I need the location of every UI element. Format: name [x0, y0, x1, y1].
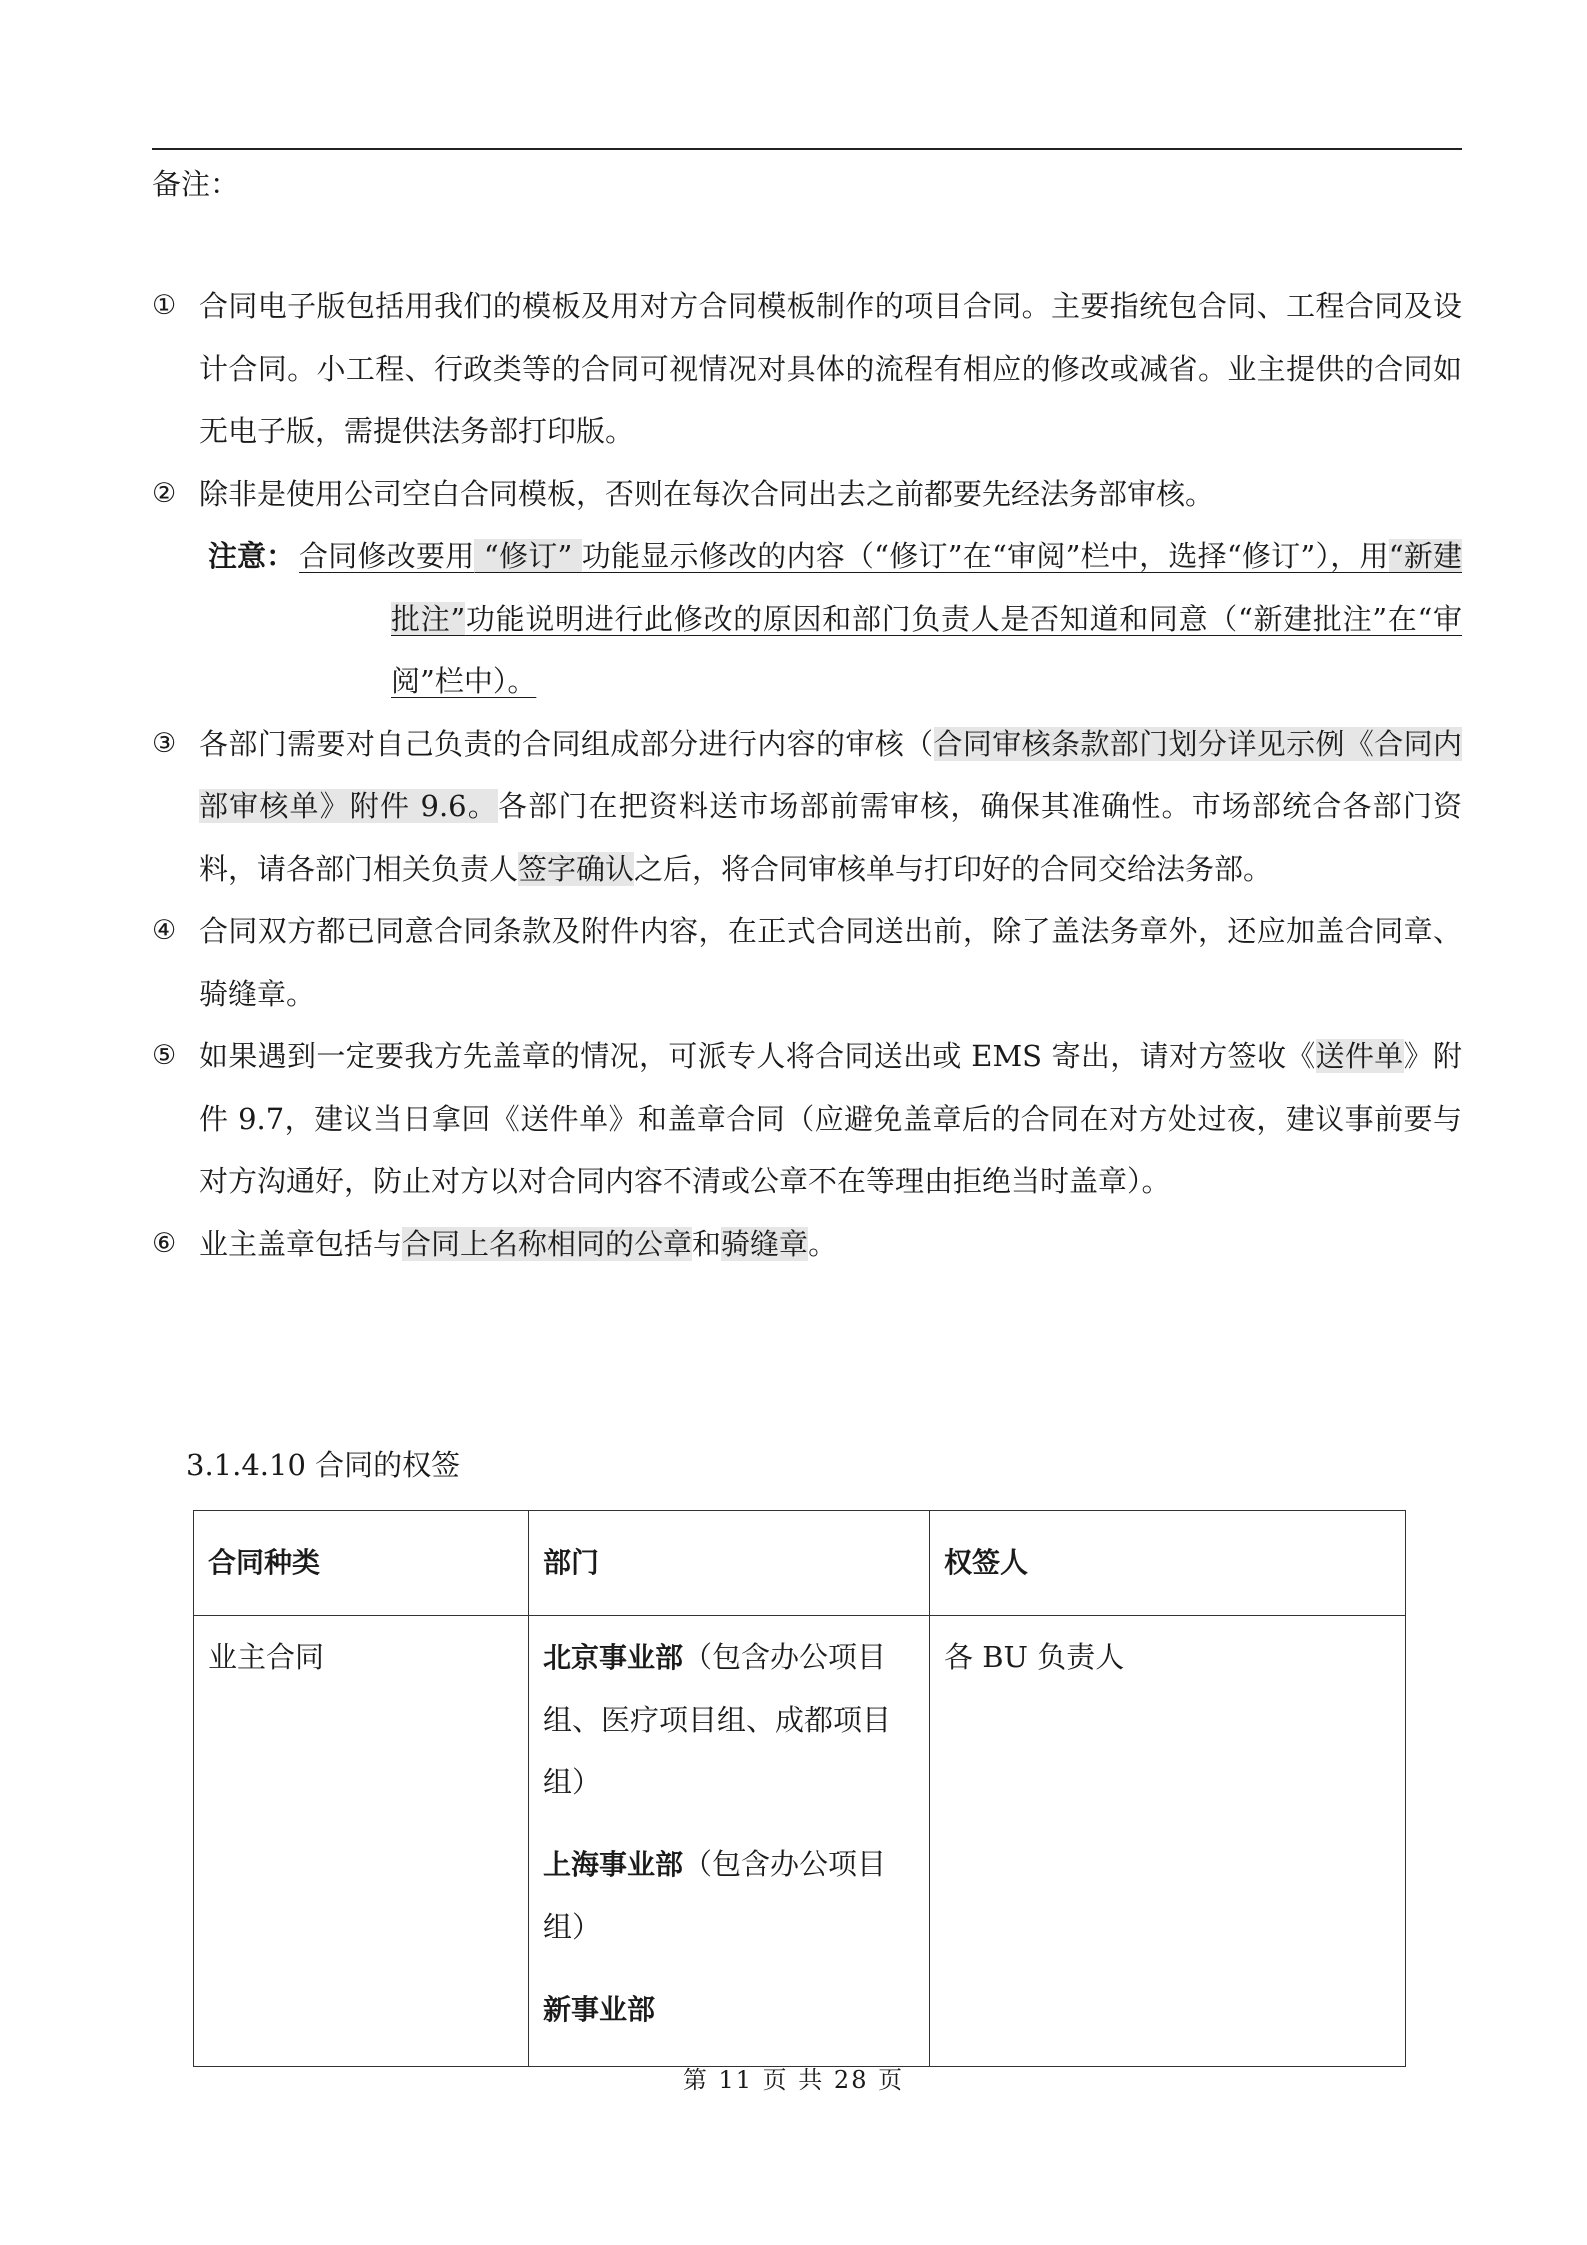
dept-desc: （包含办公项目组、医疗项目组、成都项目组） [543, 1640, 892, 1799]
highlight-text: 签字确认 [518, 851, 635, 886]
note-item [152, 1213, 1462, 1276]
cell-signer: 各 BU 负责人 [930, 1616, 1406, 2067]
note-text-part: 》附件 9.7，建议当日拿回《送件单》和盖章合同（应避免盖章后的合同在对方处过夜，建议事前要与对方沟通好，防止对方以对合同内容不清或公章不在等理由拒绝当时盖章）。 [199, 1039, 1462, 1198]
note-number: ⑤ [152, 1040, 177, 1071]
note-text-part: 各部门在把资料送市场部前需审核，确保其准确性。市场部统合各部门资料，请各部门相关负责人 [199, 789, 1462, 886]
highlight-text: 合同上名称相同的公章 [402, 1226, 693, 1261]
note-text-part: 各部门需要对自己负责的合同组成部分进行内容的审核（ [199, 726, 934, 761]
attention-text-part: 功能显示修改的内容（“修订”在“审阅”栏中，选择“修订”），用 [581, 539, 1389, 573]
note-text: 除非是使用公司空白合同模板，否则在每次合同出去之前都要先经法务部审核。 [199, 476, 1215, 511]
note-text [199, 1025, 1462, 1213]
note-text: 合同电子版包括用我们的模板及用对方合同模板制作的项目合同。主要指统包合同、工程合同及设计合同。小工程、行政类等的合同可视情况对具体的流程有相应的修改或减省。业主提供的合同如无电子版，需提供法务部打印版。 [199, 289, 1462, 448]
attention-text-part: 功能说明进行此修改的原因和部门负责人是否知道和同意（“新建批注”在“审阅”栏中）。 [391, 601, 1462, 698]
note-number: ① [152, 290, 177, 321]
note-text-part: 业主盖章包括与 [199, 1226, 403, 1261]
signature-authority-table [193, 1510, 1406, 2067]
highlight-new-comment: “新建批注” [391, 539, 1462, 636]
page-footer: 第 11 页 共 28 页 [682, 2066, 905, 2094]
header-department: 部门 [529, 1511, 930, 1616]
table-header-row [194, 1511, 1406, 1616]
attention-text [299, 525, 1462, 713]
header-contract-type: 合同种类 [194, 1511, 529, 1616]
note-item [152, 463, 1462, 526]
note-number: ③ [152, 727, 177, 759]
cell-contract-type: 业主合同 [194, 1616, 529, 2067]
dept-entry [543, 1833, 915, 1958]
highlight-text: 送件单 [1315, 1039, 1404, 1073]
note-item [152, 275, 1462, 463]
table-row [194, 1616, 1406, 2067]
note-item [152, 1025, 1462, 1213]
note-text [199, 1213, 1462, 1276]
header-signer: 权签人 [930, 1511, 1406, 1616]
note-number: ② [152, 477, 177, 509]
highlight-text: 骑缝章 [721, 1226, 809, 1261]
attention-block [152, 525, 1462, 713]
section-title: 3.1.4.10 合同的权签 [186, 1448, 461, 1482]
note-text-part: 和 [692, 1226, 722, 1261]
highlight-revision: “修订” [474, 539, 582, 573]
note-item [152, 713, 1462, 901]
notes-list [152, 275, 1462, 1275]
highlight-text: 合同审核条款部门划分详见示例《合同内部审核单》附件 9.6。 [199, 726, 1462, 823]
note-text-part: 如果遇到一定要我方先盖章的情况，可派专人将合同送出或 EMS 寄出，请对方签收《 [199, 1039, 1316, 1073]
dept-name: 上海事业部 [543, 1848, 684, 1881]
dept-entry [543, 1626, 915, 1813]
note-text-part: 之后，将合同审核单与打印好的合同交给法务部。 [634, 851, 1273, 886]
note-number: ④ [152, 915, 177, 946]
note-text: 合同双方都已同意合同条款及附件内容，在正式合同送出前，除了盖法务章外，还应加盖合同章、骑缝章。 [199, 914, 1462, 1011]
attention-label: 注意： [208, 539, 296, 573]
cell-departments [529, 1616, 930, 2067]
dept-desc [543, 2055, 804, 2056]
attention-text-part: 合同修改要用 [299, 539, 475, 573]
remark-label: 备注： [152, 167, 240, 201]
note-item [152, 900, 1462, 1025]
departments-list [543, 1626, 915, 2056]
note-number: ⑥ [152, 1227, 177, 1259]
header-rule [152, 148, 1462, 150]
dept-name: 新事业部 [543, 1993, 656, 2026]
dept-entry [543, 1978, 915, 2056]
dept-name: 北京事业部 [543, 1641, 684, 1674]
note-text-part: 。 [808, 1226, 838, 1261]
dept-desc: （包含办公项目组） [543, 1847, 887, 1944]
note-text [199, 713, 1462, 901]
